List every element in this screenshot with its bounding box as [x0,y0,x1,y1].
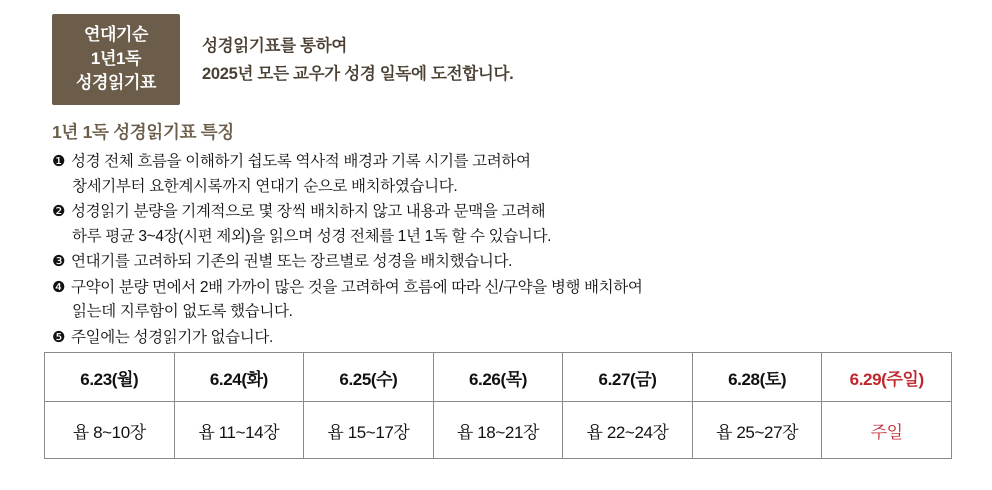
badge-line-2: 1년1독 [90,49,142,69]
feature-text-line: 구약이 분량 면에서 2배 가까이 많은 것을 고려하여 흐름에 따라 신/구약을 병행 배치하여 [71,278,643,296]
features-title: 1년 1독 성경읽기표 특징 [52,122,234,143]
feature-item [52,200,992,249]
feature-text [71,200,551,249]
feature-text-line: 하루 평균 3~4장(시편 제외)을 읽으며 성경 전체를 1년 1독 할 수 있습니다. [72,227,552,245]
reading-cell: 욥 22~24장 [563,402,693,459]
day-header-cell: 6.23(월) [45,353,175,402]
features-section [0,105,992,350]
feature-text-line: 성경 전체 흐름을 이해하기 쉽도록 역사적 배경과 기록 시기를 고려하여 [71,153,531,171]
reading-cell: 욥 11~14장 [174,402,304,459]
day-header-cell-sunday: 6.29(주일) [822,353,952,402]
weekly-plan-table [44,352,952,459]
feature-number: ❸ [52,253,66,271]
header [0,0,992,105]
feature-text-line: 주일에는 성경읽기가 없습니다. [71,328,273,346]
plan-badge [52,14,180,105]
feature-number: ❶ [52,153,66,171]
day-header-cell: 6.27(금) [563,353,693,402]
feature-text [71,276,643,325]
feature-item [52,250,992,274]
feature-text-line: 연대기를 고려하되 기존의 권별 또는 장르별로 성경을 배치했습니다. [71,253,513,271]
feature-text-line: 읽는데 지루함이 없도록 했습니다. [72,303,293,321]
badge-line-1: 연대기순 [83,25,149,44]
feature-number: ❺ [52,328,66,346]
feature-item [52,150,992,199]
reading-cell-sunday: 주일 [822,402,952,459]
header-line-1: 성경읽기표를 통하여 [202,37,348,55]
feature-number: ❹ [52,278,66,296]
feature-text-line: 창세기부터 요한계시록까지 연대기 순으로 배치하였습니다. [72,177,458,195]
feature-text [71,326,273,350]
feature-text [71,250,512,274]
day-header-cell: 6.24(화) [174,353,304,402]
feature-text-line: 성경읽기 분량을 기계적으로 몇 장씩 배치하지 않고 내용과 문맥을 고려해 [71,203,546,221]
feature-item [52,326,992,350]
badge-line-3: 성경읽기표 [75,73,157,93]
header-text [202,14,513,89]
table-header-row [45,353,952,402]
reading-cell: 욥 18~21장 [433,402,563,459]
feature-text [71,150,531,199]
feature-item [52,276,992,325]
day-header-cell: 6.28(토) [692,353,822,402]
header-line-2: 2025년 모든 교우가 성경 일독에 도전합니다. [202,65,514,84]
reading-cell: 욥 25~27장 [692,402,822,459]
feature-number: ❷ [52,203,66,221]
reading-cell: 욥 15~17장 [304,402,434,459]
day-header-cell: 6.25(수) [304,353,434,402]
table-row [45,402,952,459]
day-header-cell: 6.26(목) [433,353,563,402]
weekly-plan-table-wrapper [44,352,952,459]
reading-cell: 욥 8~10장 [45,402,175,459]
